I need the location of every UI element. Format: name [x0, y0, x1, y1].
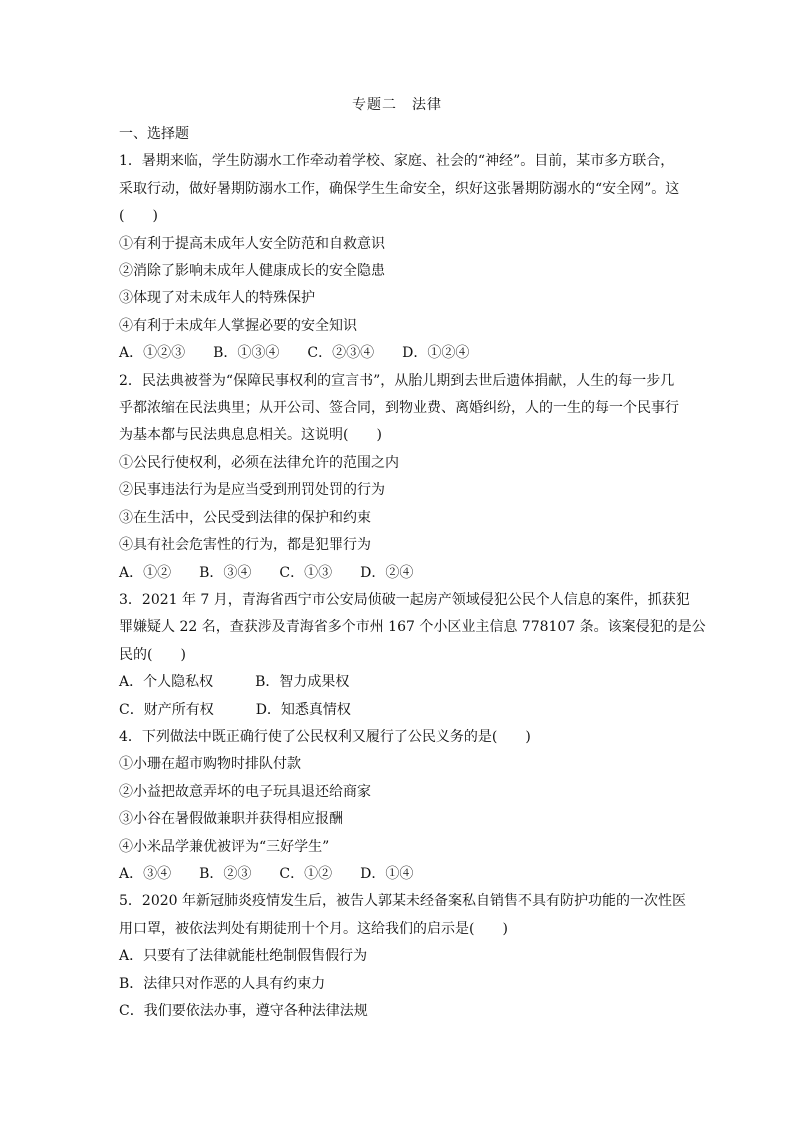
question-3: [119, 587, 706, 724]
statement-item: ②消除了影响未成年人健康成长的安全隐患: [119, 263, 385, 280]
statement-item: ③小谷在暑假做兼职并获得相应报酬: [119, 811, 343, 828]
question-stem-line: 2．民法典被誉为“保障民事权利的宣言书”，从胎儿期到去世后遗体捐献，人生的每一步几: [119, 372, 675, 389]
question-2: [119, 368, 679, 587]
question-stem-line: 乎都浓缩在民法典里；从开公司、签合同，到物业费、离婚纠纷，人的一生的每一个民事行: [119, 400, 679, 417]
answer-options: A．只要有了法律就能杜绝制假售假行为: [119, 948, 368, 965]
question-stem-line: 5．2020 年新冠肺炎疫情发生后，被告人郭某未经备案私自销售不具有防护功能的一次性医: [119, 893, 686, 910]
question-4: [119, 724, 679, 888]
question-stem-line: 为基本都与民法典息息相关。这说明( ): [119, 427, 382, 444]
question-stem-line: 民的( ): [119, 646, 186, 663]
question-stem-line: 4．下列做法中既正确行使了公民权利又履行了公民义务的是( ): [119, 728, 531, 745]
question-1: [119, 148, 679, 367]
question-stem-line: 用口罩，被依法判处有期徒刑十个月。这给我们的启示是( ): [119, 920, 508, 937]
answer-options: A．①②③ B．①③④ C．②③④ D．①②④: [119, 345, 470, 362]
answer-options: A．个人隐私权 B．智力成果权: [119, 674, 350, 691]
question-stem-line: 1．暑期来临，学生防溺水工作牵动着学校、家庭、社会的“神经”。目前，某市多方联合，: [119, 153, 675, 170]
answer-options: C．我们要依法办事，遵守各种法律法规: [119, 1003, 368, 1019]
question-stem-line: 采取行动，做好暑期防溺水工作，确保学生生命安全，织好这张暑期防溺水的“安全网”。这: [119, 180, 680, 197]
statement-item: ④有利于未成年人掌握必要的安全知识: [119, 317, 357, 334]
question-5: [119, 888, 686, 1025]
statement-item: ①有利于提高未成年人安全防范和自救意识: [119, 235, 385, 252]
document-title: 专题二 法律: [352, 97, 442, 113]
statement-item: ④具有社会危害性的行为，都是犯罪行为: [119, 537, 371, 554]
question-stem-line: ( ): [119, 208, 158, 225]
question-stem-line: 3．2021 年 7 月，青海省西宁市公安局侦破一起房产领域侵犯公民个人信息的案件，抓获犯: [119, 591, 690, 608]
answer-options: C．财产所有权 D．知悉真情权: [119, 701, 351, 718]
statement-item: ②民事违法行为是应当受到刑罚处罚的行为: [119, 482, 385, 499]
statement-item: ①小珊在超市购物时排队付款: [119, 756, 301, 773]
answer-options: A．③④ B．②③ C．①② D．①④: [119, 865, 414, 882]
statement-item: ③体现了对未成年人的特殊保护: [119, 290, 315, 307]
section-heading: 一、选择题: [119, 126, 189, 142]
answer-options: B．法律只对作恶的人具有约束力: [119, 975, 326, 992]
statement-item: ④小米品学兼优被评为“三好学生”: [119, 838, 330, 855]
question-stem-line: 罪嫌疑人 22 名，查获涉及青海省多个市州 167 个小区业主信息 778107 条。该案侵犯的是公: [119, 619, 706, 636]
statement-item: ①公民行使权利，必须在法律允许的范围之内: [119, 454, 399, 471]
document-content: [119, 121, 706, 1025]
statement-item: ②小益把故意弄坏的电子玩具退还给商家: [119, 783, 371, 800]
statement-item: ③在生活中，公民受到法律的保护和约束: [119, 509, 371, 526]
answer-options: A．①② B．③④ C．①③ D．②④: [119, 564, 414, 581]
